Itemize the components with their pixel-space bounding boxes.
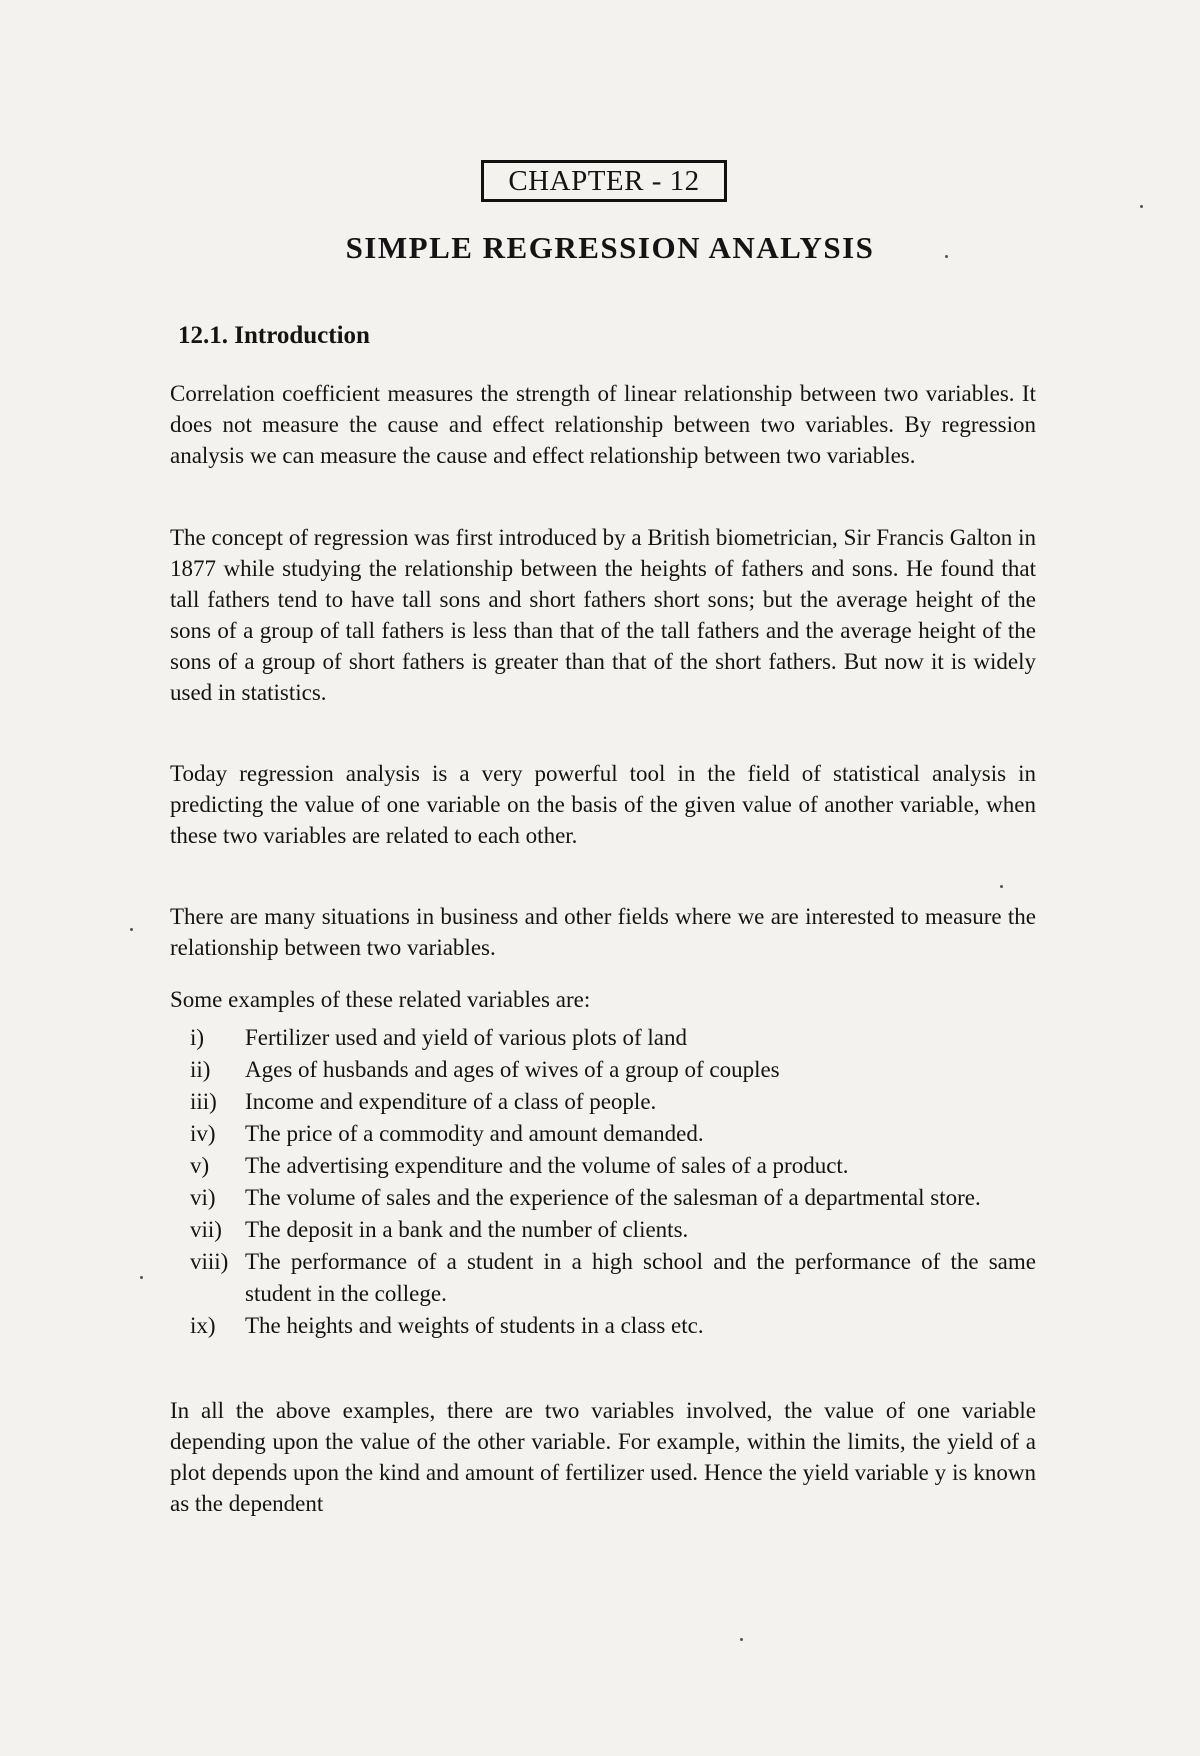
list-item <box>190 1118 1036 1150</box>
paragraph: Correlation coefficient measures the strength of linear relationship between two variables. It does not measure the cause and effect relationship between two variables. By regression analysis we can measure the cause and effect relationship between two variables. <box>170 381 1036 468</box>
chapter-label: CHAPTER - 12 <box>481 160 727 202</box>
scan-speck <box>130 928 133 931</box>
chapter-title: SIMPLE REGRESSION ANALYSIS <box>345 230 875 265</box>
scan-speck <box>140 1276 143 1279</box>
examples-list <box>190 1022 1036 1342</box>
list-item-text: The deposit in a bank and the number of clients. <box>245 1217 689 1242</box>
list-item-text: The price of a commodity and amount demanded. <box>245 1121 704 1146</box>
list-item-number: vii) <box>190 1217 222 1242</box>
paragraph: Today regression analysis is a very powerful tool in the field of statistical analysis in predicting the value of one variable on the basis of the given value of another variable, when these two variables are related to each other. <box>170 761 1036 848</box>
list-item-text: The advertising expenditure and the volume of sales of a product. <box>245 1153 849 1178</box>
list-item <box>190 1150 1036 1182</box>
list-item <box>190 1182 1036 1214</box>
scan-speck <box>945 255 948 258</box>
scan-speck <box>1140 205 1143 208</box>
paragraph: The concept of regression was first introduced by a British biometrician, Sir Francis Galton in 1877 while studying the relationship between the heights of fathers and sons. He found that tall fathers tend to have tall sons and short fathers short sons; but the average height of the sons of a group of tall fathers is less than that of the tall fathers and the average height of the sons of a group of short fathers is greater than that of the short fathers. But now it is widely used in statistics. <box>170 525 1036 705</box>
scan-speck <box>740 1638 743 1641</box>
list-item <box>190 1054 1036 1086</box>
list-item-number: iii) <box>190 1089 217 1114</box>
list-item <box>190 1086 1036 1118</box>
paragraph: There are many situations in business and other fields where we are interested to measure the relationship between two variables. <box>170 904 1036 960</box>
list-item-number: viii) <box>190 1249 229 1274</box>
list-item-text: Income and expenditure of a class of people. <box>245 1089 657 1114</box>
list-item <box>190 1246 1036 1310</box>
list-item-text: Fertilizer used and yield of various plots of land <box>245 1025 688 1050</box>
list-item-number: ix) <box>190 1313 216 1338</box>
list-item <box>190 1214 1036 1246</box>
list-item <box>190 1310 1036 1342</box>
list-intro: Some examples of these related variables are: <box>170 987 591 1012</box>
paragraph: In all the above examples, there are two variables involved, the value of one variable depending upon the value of the other variable. For example, within the limits, the yield of a plot depends upon the kind and amount of fertilizer used. Hence the yield variable y is known as the dependent <box>170 1398 1036 1516</box>
list-item <box>190 1022 1036 1054</box>
list-item-number: iv) <box>190 1121 216 1146</box>
list-item-text: The volume of sales and the experience of the salesman of a departmental store. <box>245 1185 981 1210</box>
list-item-number: i) <box>190 1025 205 1050</box>
list-item-text: Ages of husbands and ages of wives of a group of couples <box>245 1057 780 1082</box>
list-item-number: v) <box>190 1153 210 1178</box>
list-item-number: vi) <box>190 1185 216 1210</box>
section-heading: 12.1. Introduction <box>178 322 370 349</box>
list-item-number: ii) <box>190 1057 211 1082</box>
list-item-text: The heights and weights of students in a class etc. <box>245 1313 704 1338</box>
list-item-text: The performance of a student in a high school and the performance of the same student in the college. <box>245 1249 1036 1306</box>
scan-speck <box>1000 885 1003 888</box>
